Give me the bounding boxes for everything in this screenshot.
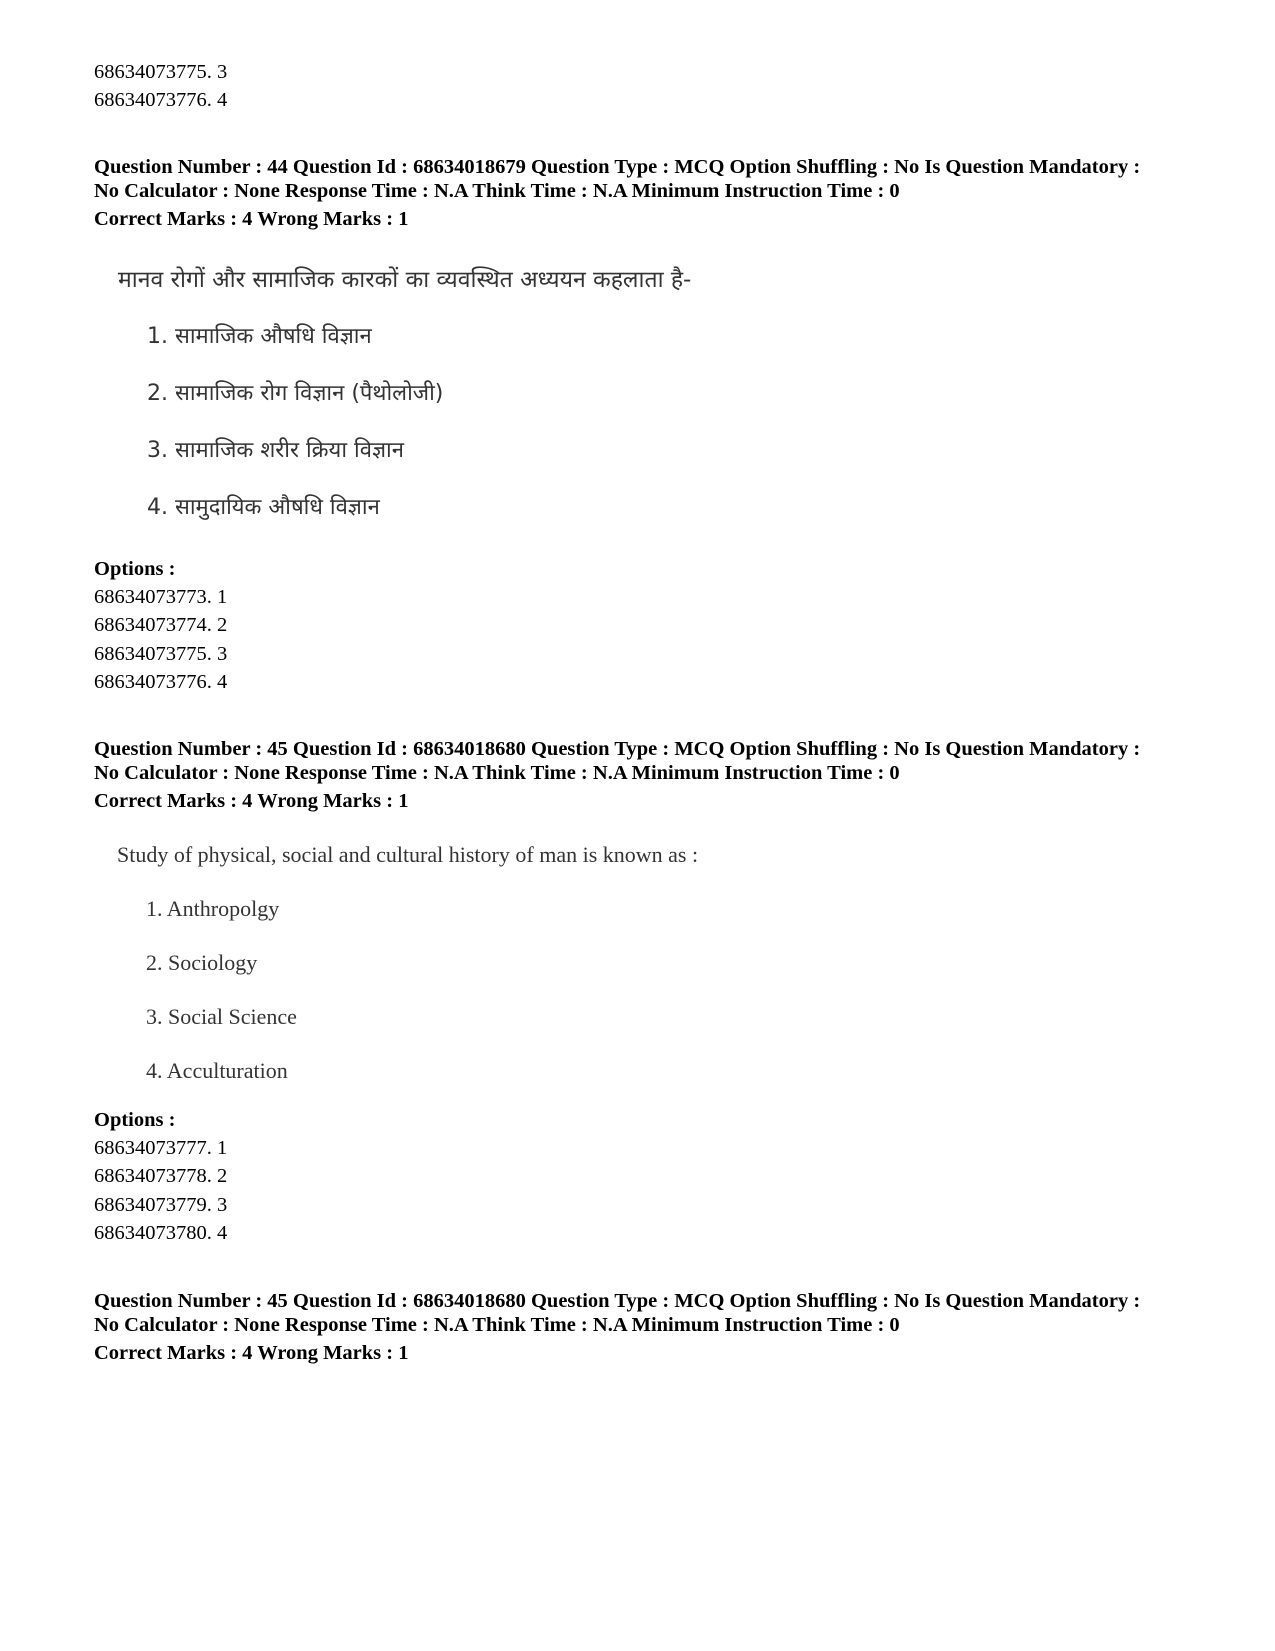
question-choice: 1. Anthropolgy [146, 896, 280, 921]
question-stem: Study of physical, social and cultural history of man is known as : [117, 842, 699, 867]
option-line: 68634073778. 2 [94, 1165, 228, 1187]
question-choice: 3. Social Science [146, 1004, 297, 1029]
options-label: Options : [94, 1109, 176, 1131]
option-line: 68634073775. 3 [94, 643, 228, 665]
question-header-line: No Calculator : None Response Time : N.A Think Time : N.A Minimum Instruction Time : 0 [94, 762, 900, 784]
question-choice: 4. सामुदायिक औषधि विज्ञान [147, 495, 380, 520]
question-marks: Correct Marks : 4 Wrong Marks : 1 [94, 1342, 409, 1364]
option-line: 68634073780. 4 [94, 1222, 228, 1244]
question-marks: Correct Marks : 4 Wrong Marks : 1 [94, 208, 409, 230]
question-choice: 1. सामाजिक औषधि विज्ञान [147, 324, 372, 349]
question-choice: 2. सामाजिक रोग विज्ञान (पैथोलोजी) [147, 381, 444, 406]
question-choice: 4. Acculturation [146, 1058, 288, 1083]
option-line: 68634073779. 3 [94, 1194, 228, 1216]
option-line: 68634073775. 3 [94, 61, 228, 83]
question-choice: 2. Sociology [146, 950, 258, 975]
question-choice: 3. सामाजिक शरीर क्रिया विज्ञान [147, 438, 404, 463]
question-stem: मानव रोगों और सामाजिक कारकों का व्यवस्थित अध्ययन कहलाता है- [118, 267, 692, 293]
question-header-line: Question Number : 45 Question Id : 68634018680 Question Type : MCQ Option Shuffling : No Is Question Mandatory : [94, 1290, 1141, 1312]
option-line: 68634073776. 4 [94, 671, 228, 693]
question-header-line: No Calculator : None Response Time : N.A Think Time : N.A Minimum Instruction Time : 0 [94, 180, 900, 202]
question-header-line: Question Number : 45 Question Id : 68634018680 Question Type : MCQ Option Shuffling : No Is Question Mandatory : [94, 738, 1141, 760]
question-marks: Correct Marks : 4 Wrong Marks : 1 [94, 790, 409, 812]
option-line: 68634073773. 1 [94, 586, 228, 608]
question-header-line: No Calculator : None Response Time : N.A Think Time : N.A Minimum Instruction Time : 0 [94, 1314, 900, 1336]
options-label: Options : [94, 558, 176, 580]
option-line: 68634073777. 1 [94, 1137, 228, 1159]
option-line: 68634073776. 4 [94, 89, 228, 111]
question-header-line: Question Number : 44 Question Id : 68634018679 Question Type : MCQ Option Shuffling : No Is Question Mandatory : [94, 156, 1141, 178]
option-line: 68634073774. 2 [94, 614, 228, 636]
